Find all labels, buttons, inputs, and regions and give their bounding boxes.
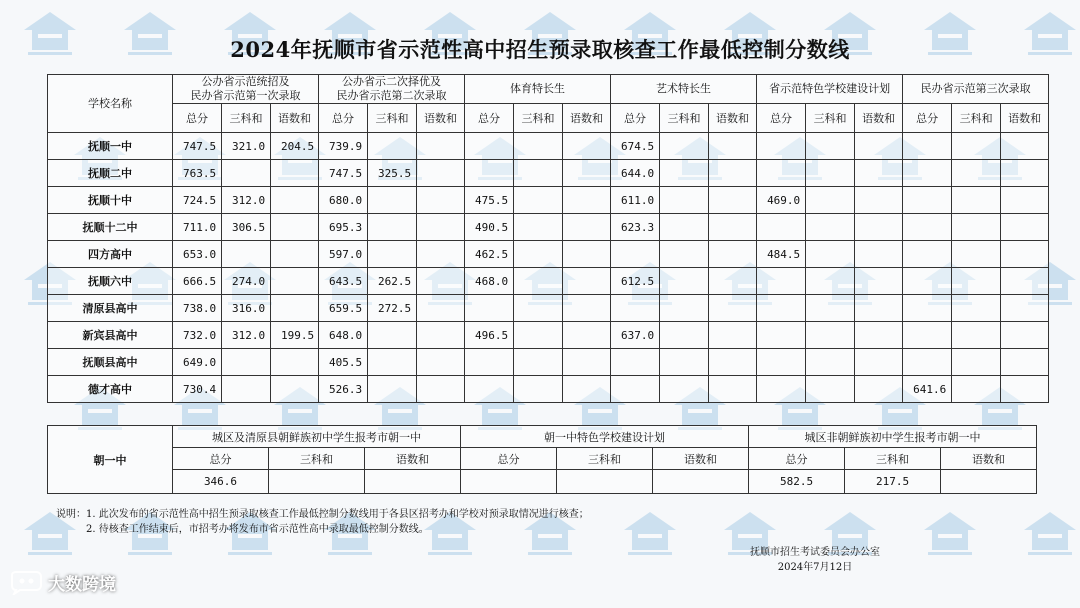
score-cell (417, 160, 465, 187)
score-cell (855, 241, 903, 268)
score-cell (855, 322, 903, 349)
issuer-org: 抚顺市招生考试委员会办公室 (750, 547, 880, 558)
score-cell (271, 268, 319, 295)
score-cell: 462.5 (465, 241, 514, 268)
sub-header: 语数和 (417, 104, 465, 133)
score-cell: 312.0 (222, 322, 271, 349)
chaoyi-group-row (48, 426, 1037, 448)
score-cell: 653.0 (173, 241, 222, 268)
score-cell (222, 160, 271, 187)
score-cell (611, 376, 660, 403)
score-cell (465, 160, 514, 187)
table-row (48, 268, 1049, 295)
score-cell (757, 133, 806, 160)
score-cell (757, 376, 806, 403)
sub-header: 总分 (749, 448, 845, 470)
score-cell (806, 160, 855, 187)
score-cell (903, 187, 952, 214)
score-cell (271, 295, 319, 322)
score-cell (417, 295, 465, 322)
score-cell (903, 214, 952, 241)
score-cell (855, 133, 903, 160)
sub-header: 三科和 (222, 104, 271, 133)
score-cell (368, 376, 417, 403)
sub-header: 总分 (611, 104, 660, 133)
sub-header: 语数和 (563, 104, 611, 133)
score-cell: 666.5 (173, 268, 222, 295)
score-cell (855, 295, 903, 322)
score-cell (709, 268, 757, 295)
school-name: 抚顺一中 (48, 133, 173, 160)
score-cell (903, 133, 952, 160)
score-cell: 204.5 (271, 133, 319, 160)
score-cell (611, 295, 660, 322)
score-cell (806, 322, 855, 349)
score-cell (368, 187, 417, 214)
score-cell (709, 322, 757, 349)
score-cell (855, 214, 903, 241)
score-cell (952, 187, 1001, 214)
score-cell (271, 349, 319, 376)
score-cell (903, 268, 952, 295)
score-cell: 648.0 (319, 322, 368, 349)
score-cell (514, 214, 563, 241)
score-cell (806, 349, 855, 376)
score-cell (855, 187, 903, 214)
score-cell (269, 470, 365, 494)
sub-header: 语数和 (653, 448, 749, 470)
score-cell (855, 160, 903, 187)
score-cell: 674.5 (611, 133, 660, 160)
score-cell: 732.0 (173, 322, 222, 349)
score-cell: 659.5 (319, 295, 368, 322)
score-cell (903, 349, 952, 376)
score-table (47, 74, 1049, 403)
sub-header: 三科和 (845, 448, 941, 470)
score-cell (757, 349, 806, 376)
score-cell: 637.0 (611, 322, 660, 349)
score-cell (557, 470, 653, 494)
sub-header: 总分 (465, 104, 514, 133)
score-cell: 496.5 (465, 322, 514, 349)
group-header: 艺术特长生 (611, 75, 757, 104)
score-cell (465, 295, 514, 322)
notes-label: 说明： (56, 509, 86, 520)
table-row (48, 214, 1049, 241)
sub-header: 总分 (461, 448, 557, 470)
group-header-row (48, 75, 1049, 104)
score-cell (941, 470, 1037, 494)
score-cell (660, 322, 709, 349)
school-name: 新宾县高中 (48, 322, 173, 349)
group-header: 体育特长生 (465, 75, 611, 104)
page-title: 2024年抚顺市省示范性高中招生预录取核查工作最低控制分数线 (230, 37, 850, 62)
score-cell (563, 295, 611, 322)
score-cell: 680.0 (319, 187, 368, 214)
table-row (48, 322, 1049, 349)
school-name: 抚顺二中 (48, 160, 173, 187)
score-cell: 306.5 (222, 214, 271, 241)
chaoyi-group-header: 城区非朝鲜族初中学生报考市朝一中 (749, 426, 1037, 448)
school-name: 抚顺县高中 (48, 349, 173, 376)
score-cell (952, 133, 1001, 160)
chaoyi-table (47, 425, 1037, 494)
chaoyi-value-row (48, 470, 1037, 494)
score-cell (563, 322, 611, 349)
bubble-logo-icon (8, 571, 44, 595)
score-cell: 262.5 (368, 268, 417, 295)
group-header: 公办省示范统招及 民办省示范第一次录取 (173, 75, 319, 104)
sub-header: 三科和 (952, 104, 1001, 133)
score-cell (1001, 322, 1049, 349)
score-cell: 643.5 (319, 268, 368, 295)
score-cell (368, 133, 417, 160)
score-cell (611, 349, 660, 376)
sub-header-row (48, 104, 1049, 133)
score-cell (271, 241, 319, 268)
score-cell: 739.9 (319, 133, 368, 160)
score-cell: 738.0 (173, 295, 222, 322)
score-cell: 217.5 (845, 470, 941, 494)
score-cell (514, 160, 563, 187)
sub-header: 语数和 (941, 448, 1037, 470)
score-cell (1001, 295, 1049, 322)
score-cell (514, 268, 563, 295)
score-cell (368, 214, 417, 241)
score-cell: 274.0 (222, 268, 271, 295)
sub-header: 语数和 (1001, 104, 1049, 133)
score-cell (514, 187, 563, 214)
score-cell (563, 160, 611, 187)
issue-date: 2024年7月12日 (777, 562, 853, 573)
score-cell (709, 214, 757, 241)
score-cell (660, 349, 709, 376)
table-row (48, 241, 1049, 268)
sub-header: 语数和 (271, 104, 319, 133)
score-cell (952, 160, 1001, 187)
score-cell (855, 349, 903, 376)
table-row (48, 160, 1049, 187)
watermark-logo-text: 大数跨境 (48, 575, 116, 595)
score-cell (271, 214, 319, 241)
chaoyi-sub-header-row (48, 448, 1037, 470)
school-name: 德才高中 (48, 376, 173, 403)
sub-header: 三科和 (557, 448, 653, 470)
sub-header: 三科和 (806, 104, 855, 133)
sub-header: 三科和 (660, 104, 709, 133)
score-cell: 316.0 (222, 295, 271, 322)
sub-header: 三科和 (269, 448, 365, 470)
sub-header: 语数和 (855, 104, 903, 133)
score-cell (1001, 214, 1049, 241)
score-cell (855, 376, 903, 403)
score-cell: 325.5 (368, 160, 417, 187)
score-cell: 623.3 (611, 214, 660, 241)
score-cell (1001, 268, 1049, 295)
watermark-logo (8, 570, 116, 595)
score-cell (465, 133, 514, 160)
score-cell (806, 295, 855, 322)
score-cell (660, 268, 709, 295)
sub-header: 三科和 (368, 104, 417, 133)
score-cell: 346.6 (173, 470, 269, 494)
score-cell: 597.0 (319, 241, 368, 268)
score-cell (660, 241, 709, 268)
score-cell: 272.5 (368, 295, 417, 322)
score-cell: 490.5 (465, 214, 514, 241)
score-cell (417, 376, 465, 403)
score-cell (709, 241, 757, 268)
score-cell: 312.0 (222, 187, 271, 214)
score-cell: 641.6 (903, 376, 952, 403)
score-cell (806, 376, 855, 403)
score-cell: 695.3 (319, 214, 368, 241)
school-name: 抚顺十中 (48, 187, 173, 214)
score-cell (653, 470, 749, 494)
score-cell: 763.5 (173, 160, 222, 187)
score-cell (855, 268, 903, 295)
chaoyi-group-header: 城区及清原县朝鲜族初中学生报考市朝一中 (173, 426, 461, 448)
school-name: 抚顺十二中 (48, 214, 173, 241)
score-cell (709, 187, 757, 214)
score-cell (1001, 349, 1049, 376)
score-cell (806, 214, 855, 241)
score-cell (417, 349, 465, 376)
score-cell (903, 241, 952, 268)
table-row (48, 295, 1049, 322)
score-cell (952, 241, 1001, 268)
sub-header: 总分 (903, 104, 952, 133)
score-cell (709, 133, 757, 160)
score-cell (271, 160, 319, 187)
score-cell (1001, 376, 1049, 403)
score-cell (368, 322, 417, 349)
school-name: 清原县高中 (48, 295, 173, 322)
score-cell (757, 295, 806, 322)
score-cell (563, 268, 611, 295)
sub-header: 总分 (757, 104, 806, 133)
score-cell: 644.0 (611, 160, 660, 187)
score-cell: 469.0 (757, 187, 806, 214)
sub-header: 语数和 (365, 448, 461, 470)
score-cell: 405.5 (319, 349, 368, 376)
score-cell (806, 241, 855, 268)
score-cell (271, 187, 319, 214)
score-cell (514, 376, 563, 403)
score-cell (563, 349, 611, 376)
sub-header: 语数和 (709, 104, 757, 133)
sub-header: 总分 (173, 448, 269, 470)
score-cell (563, 214, 611, 241)
score-cell (903, 295, 952, 322)
score-cell (709, 349, 757, 376)
score-cell (365, 470, 461, 494)
score-cell (563, 376, 611, 403)
score-cell (903, 322, 952, 349)
score-cell (563, 241, 611, 268)
score-cell (563, 133, 611, 160)
chaoyi-school-label: 朝一中 (48, 426, 173, 494)
score-cell: 611.0 (611, 187, 660, 214)
score-cell (806, 187, 855, 214)
score-cell (952, 268, 1001, 295)
school-name: 抚顺六中 (48, 268, 173, 295)
school-name-header: 学校名称 (48, 75, 173, 133)
score-cell (563, 187, 611, 214)
score-cell (757, 268, 806, 295)
score-cell: 475.5 (465, 187, 514, 214)
score-cell (417, 241, 465, 268)
note-item: 2. 待核查工作结束后，市招考办将发布市省示范性高中录取最低控制分数线。 (86, 524, 429, 535)
score-cell (514, 322, 563, 349)
score-cell (514, 295, 563, 322)
issuer-block (720, 545, 910, 575)
score-cell (952, 214, 1001, 241)
sub-header: 总分 (173, 104, 222, 133)
score-cell (806, 133, 855, 160)
table-row (48, 349, 1049, 376)
score-cell (660, 133, 709, 160)
score-cell: 582.5 (749, 470, 845, 494)
score-cell: 612.5 (611, 268, 660, 295)
score-cell (1001, 133, 1049, 160)
score-cell: 724.5 (173, 187, 222, 214)
sub-header: 总分 (319, 104, 368, 133)
score-cell (1001, 160, 1049, 187)
score-cell (368, 241, 417, 268)
score-cell (417, 268, 465, 295)
score-cell (368, 349, 417, 376)
score-cell (417, 214, 465, 241)
score-cell (514, 241, 563, 268)
score-cell (660, 214, 709, 241)
score-cell (709, 376, 757, 403)
score-cell (461, 470, 557, 494)
note-item: 1. 此次发布的省示范性高中招生预录取核查工作最低控制分数线用于各县区招考办和学校对预录取情况进行核查； (86, 509, 589, 520)
score-cell: 199.5 (271, 322, 319, 349)
score-cell (1001, 241, 1049, 268)
score-cell (611, 241, 660, 268)
score-cell (417, 187, 465, 214)
table-row (48, 376, 1049, 403)
score-cell (952, 349, 1001, 376)
score-cell (514, 133, 563, 160)
table-row (48, 133, 1049, 160)
group-header: 民办省示范第三次录取 (903, 75, 1049, 104)
score-cell (660, 376, 709, 403)
score-cell: 484.5 (757, 241, 806, 268)
score-cell: 649.0 (173, 349, 222, 376)
group-header: 省示范特色学校建设计划 (757, 75, 903, 104)
score-cell (222, 376, 271, 403)
school-name: 四方高中 (48, 241, 173, 268)
score-cell (757, 160, 806, 187)
score-cell (660, 187, 709, 214)
notes (56, 507, 589, 537)
score-cell (660, 160, 709, 187)
score-cell (660, 295, 709, 322)
score-cell (1001, 187, 1049, 214)
score-cell (514, 349, 563, 376)
score-cell: 321.0 (222, 133, 271, 160)
score-cell: 468.0 (465, 268, 514, 295)
score-cell (952, 376, 1001, 403)
score-cell: 730.4 (173, 376, 222, 403)
score-cell (417, 133, 465, 160)
score-cell (757, 214, 806, 241)
group-header: 公办省示二次择优及 民办省示范第二次录取 (319, 75, 465, 104)
table-row (48, 187, 1049, 214)
score-cell (903, 160, 952, 187)
score-cell (709, 160, 757, 187)
score-cell (222, 241, 271, 268)
score-cell (806, 268, 855, 295)
score-cell: 747.5 (319, 160, 368, 187)
sub-header: 三科和 (514, 104, 563, 133)
score-cell (952, 295, 1001, 322)
score-cell (465, 376, 514, 403)
score-cell (709, 295, 757, 322)
score-cell (222, 349, 271, 376)
score-cell (271, 376, 319, 403)
chaoyi-group-header: 朝一中特色学校建设计划 (461, 426, 749, 448)
score-cell: 526.3 (319, 376, 368, 403)
score-cell (757, 322, 806, 349)
score-cell (952, 322, 1001, 349)
score-cell: 747.5 (173, 133, 222, 160)
score-cell (417, 322, 465, 349)
score-cell (465, 349, 514, 376)
score-cell: 711.0 (173, 214, 222, 241)
